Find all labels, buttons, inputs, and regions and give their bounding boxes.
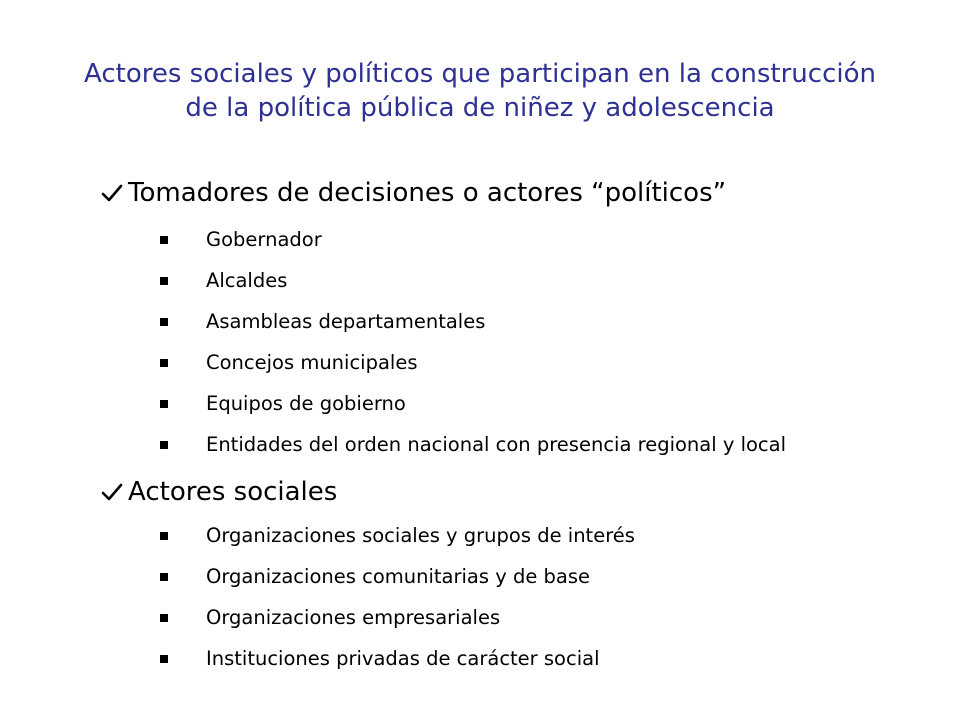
section-label: Tomadores de decisiones o actores “políticos”: [128, 178, 727, 208]
square-bullet-icon: [160, 441, 168, 449]
section-label: Actores sociales: [128, 477, 338, 507]
list-item-entidades: [160, 433, 786, 457]
list-item-label: Organizaciones empresariales: [206, 606, 501, 629]
list-item-label: Concejos municipales: [206, 351, 418, 374]
square-bullet-icon: [160, 277, 168, 285]
list-item-label: Alcaldes: [206, 269, 288, 292]
list-item-label: Gobernador: [206, 228, 322, 251]
list-item-alcaldes: [160, 269, 287, 293]
list-item-instituciones-privadas: [160, 647, 600, 671]
checkmark-icon: [100, 480, 124, 504]
slide-title: [0, 57, 960, 125]
square-bullet-icon: [160, 532, 168, 540]
square-bullet-icon: [160, 573, 168, 581]
list-item-label: Organizaciones sociales y grupos de interés: [206, 524, 635, 547]
square-bullet-icon: [160, 236, 168, 244]
list-item-label: Asambleas departamentales: [206, 310, 486, 333]
slide-title-line-2: de la política pública de niñez y adolescencia: [185, 93, 775, 123]
slide-title-line-1: Actores sociales y políticos que participan en la construcción: [84, 59, 876, 89]
list-item-asambleas: [160, 310, 485, 334]
square-bullet-icon: [160, 400, 168, 408]
list-item-concejos: [160, 351, 418, 375]
list-item-equipos: [160, 392, 406, 416]
checkmark-icon: [100, 181, 124, 205]
square-bullet-icon: [160, 359, 168, 367]
list-item-label: Organizaciones comunitarias y de base: [206, 565, 591, 588]
section-social-actors: [100, 476, 337, 508]
list-item-label: Entidades del orden nacional con presencia regional y local: [206, 433, 787, 456]
list-item-organizaciones-comunitarias: [160, 565, 590, 589]
square-bullet-icon: [160, 655, 168, 663]
list-item-organizaciones-empresariales: [160, 606, 500, 630]
list-item-label: Instituciones privadas de carácter social: [206, 647, 600, 670]
list-item-organizaciones-sociales: [160, 524, 635, 548]
square-bullet-icon: [160, 614, 168, 622]
section-political-actors: [100, 177, 726, 209]
list-item-gobernador: [160, 228, 322, 252]
list-item-label: Equipos de gobierno: [206, 392, 406, 415]
square-bullet-icon: [160, 318, 168, 326]
